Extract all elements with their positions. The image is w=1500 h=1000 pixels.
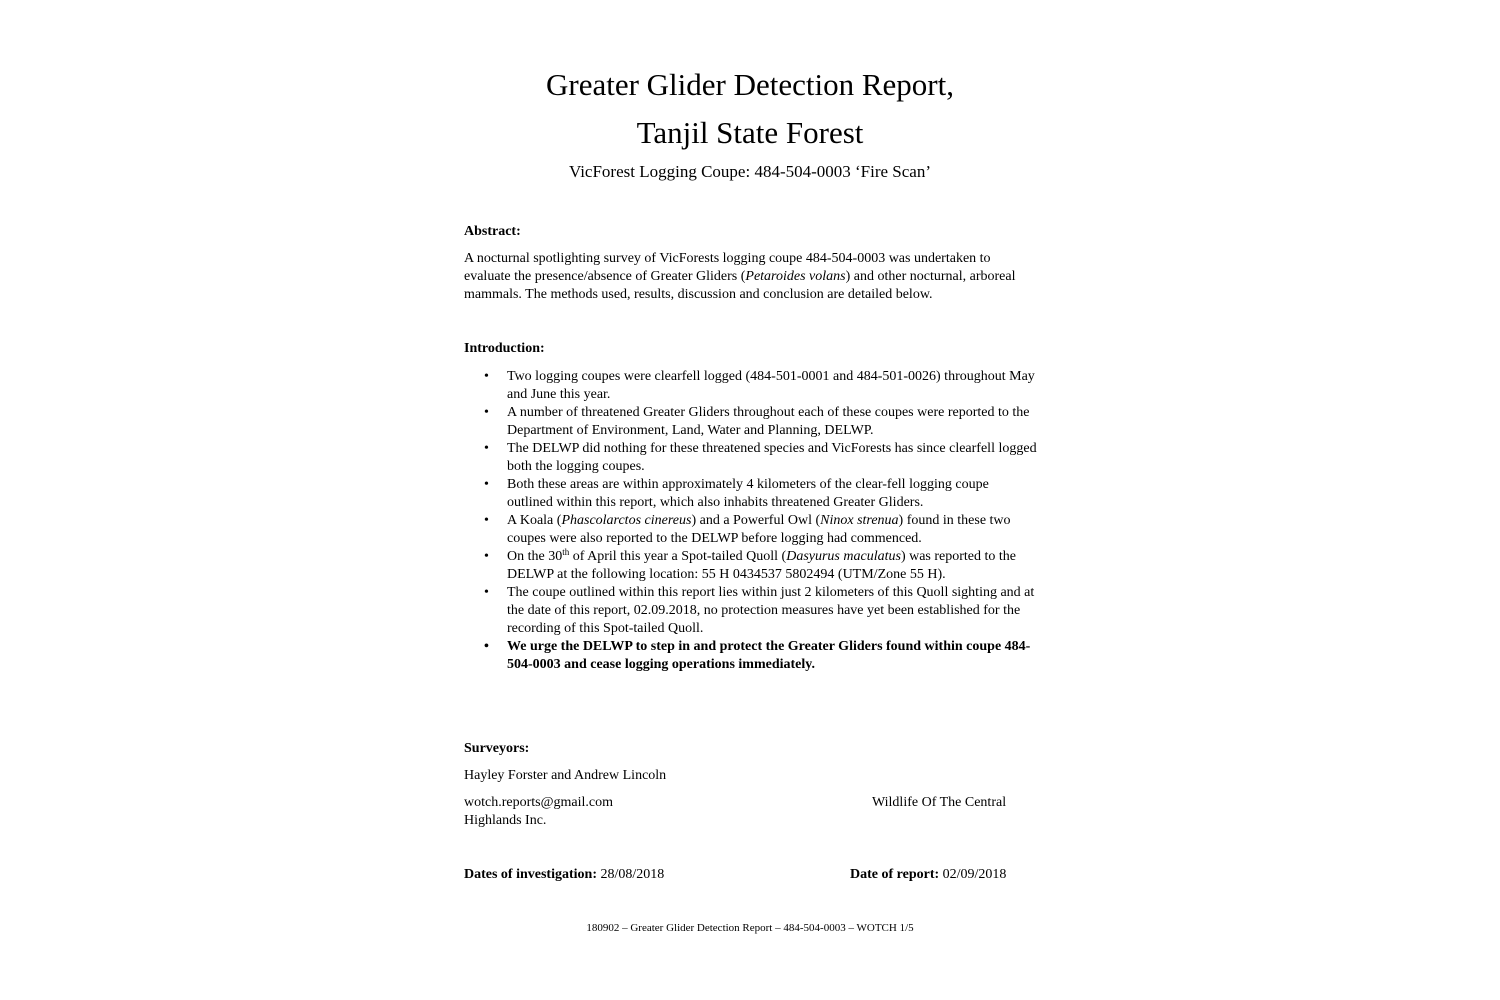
intro-bullet-quoll [507,548,1037,584]
abstract-text-before: A nocturnal spotlighting survey of VicForests logging coupe 484-504-0003 was undertaken to evaluate the presence/absence of Greater Gliders ( [464,251,991,284]
abstract-text-after: ) and other nocturnal, arboreal mammals. The methods used, results, discussion and conclusion are detailed below. [464,269,1016,302]
report-date-value: 02/09/2018 [942,867,1007,882]
koala-text-3: ) found in these two coupes were also reported to the DELWP before logging had commenced. [507,513,1011,546]
quoll-text-2: of April this year a Spot-tailed Quoll ( [569,549,787,564]
investigation-dates [464,866,664,884]
investigation-dates-label: Dates of investigation: [464,867,597,882]
quoll-species: Dasyurus maculatus [786,549,901,564]
surveyors-heading: Surveyors: [464,741,530,756]
organisation-name-line-2: Highlands Inc. [464,813,547,828]
quoll-text-1: On the 30 [507,549,563,564]
report-title-line-2: Tanjil State Forest [636,115,864,150]
owl-species: Ninox strenua [820,513,899,528]
footer-text: 180902 – Greater Glider Detection Report – 484-504-0003 – WOTCH [586,922,897,934]
koala-species: Phascolarctos cinereus [561,513,692,528]
intro-bullet-3: • The DELWP did nothing for these threatened species and VicForests has since clearfell logged both the logging coupes. [507,440,1037,476]
introduction-bullet-list [507,368,1037,674]
intro-bullet-koala [507,512,1037,548]
intro-bullet-coupe: • The coupe outlined within this report lies within just 2 kilometers of this Quoll sighting and at the date of this report, 02.09.2018, no protection measures have yet been established for the recording of this Spot-tailed Quoll. [507,584,1037,638]
surveyor-names: Hayley Forster and Andrew Lincoln [464,768,667,783]
report-date [850,866,1006,884]
intro-bullet-1: • Two logging coupes were clearfell logged (484-501-0001 and 484-501-0026) throughout May and June this year. [507,368,1037,404]
intro-bullet-4: • Both these areas are within approximately 4 kilometers of the clear-fell logging coupe outlined within this report, which also inhabits threatened Greater Gliders. [507,476,1037,512]
contact-email: wotch.reports@gmail.com [464,795,613,810]
report-title-line-1: Greater Glider Detection Report, [546,67,954,102]
introduction-heading: Introduction: [464,341,545,356]
intro-bullet-2: • A number of threatened Greater Gliders throughout each of these coupes were reported to the Department of Environment, Land, Water and Planning, DELWP. [507,404,1037,440]
page-footer [0,921,1500,935]
report-subtitle: VicForest Logging Coupe: 484-504-0003 ‘Fire Scan’ [568,162,932,181]
abstract-paragraph [464,250,1039,304]
intro-bullet-urge: • We urge the DELWP to step in and protect the Greater Gliders found within coupe 484-504-0003 and cease logging operations immediately. [507,638,1037,674]
investigation-dates-value: 28/08/2018 [600,867,665,882]
page-number: 1/5 [899,922,914,934]
quoll-text-3: ) was reported to the DELWP at the following location: 55 H 0434537 5802494 (UTM/Zone 55 H). [507,549,1017,582]
report-date-label: Date of report: [850,867,940,882]
abstract-species: Petaroides volans [745,269,846,284]
koala-text-2: ) and a Powerful Owl ( [691,513,821,528]
koala-text-1: A Koala ( [507,513,562,528]
organisation-name-line-1: Wildlife Of The Central [872,795,1007,810]
abstract-heading: Abstract: [464,224,521,239]
quoll-date-suffix: th [562,547,570,557]
